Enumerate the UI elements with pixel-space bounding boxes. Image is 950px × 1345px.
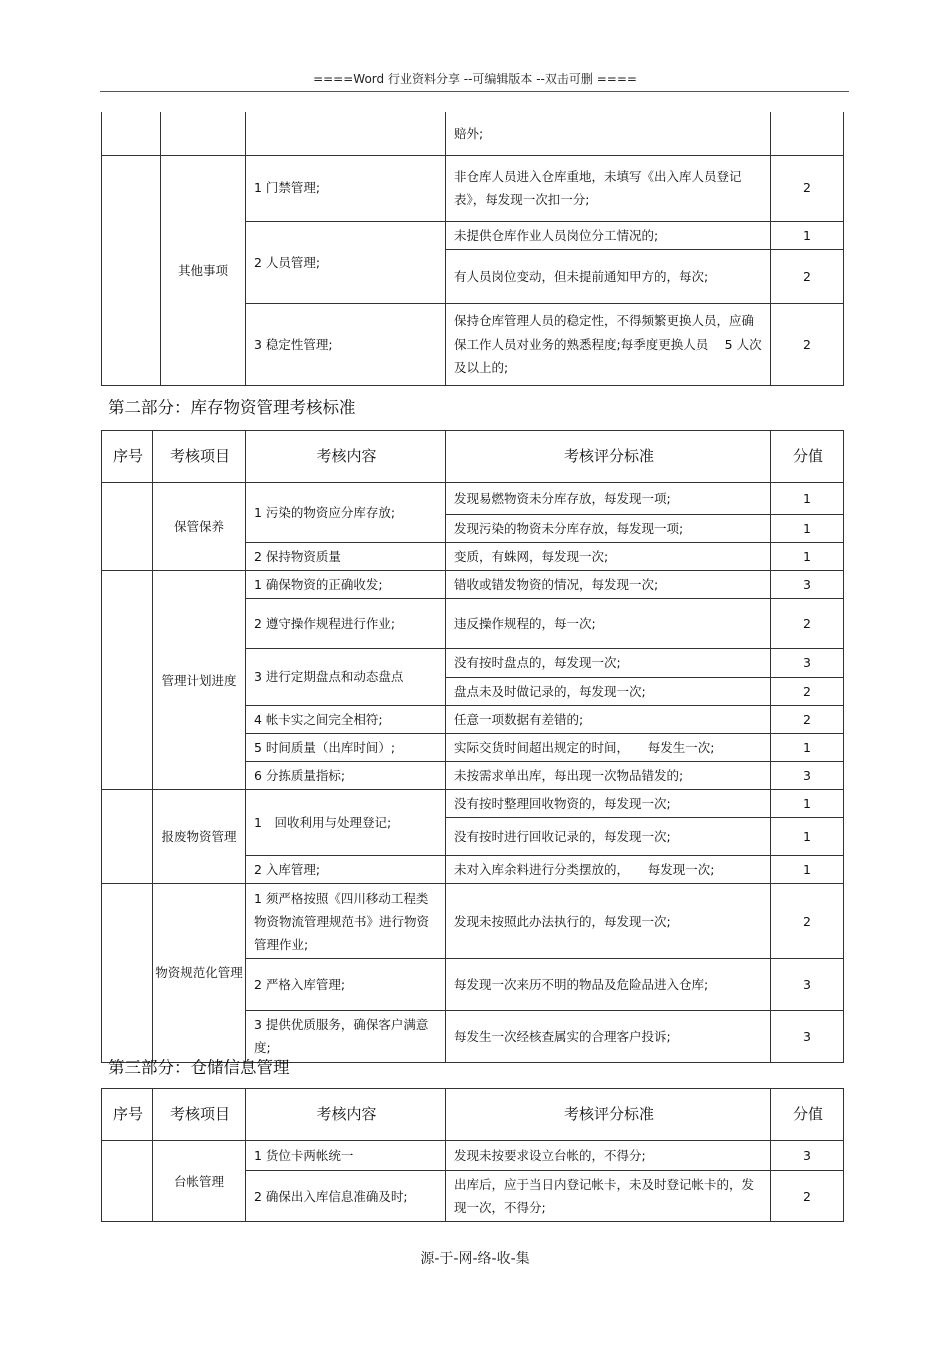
table-header-row bbox=[102, 431, 844, 483]
part3-table bbox=[101, 1088, 844, 1222]
cell-criterion: 没有按时盘点的，每发现一次; bbox=[446, 649, 771, 677]
header-score: 分值 bbox=[771, 1089, 844, 1141]
cell-no bbox=[102, 155, 161, 385]
cell-content: 2 保持物资质量 bbox=[246, 543, 446, 571]
cell-content: 6 分拣质量指标; bbox=[246, 761, 446, 789]
category-label: 其他事项 bbox=[161, 155, 246, 385]
cell-content: 1 门禁管理; bbox=[246, 155, 446, 221]
cell-content: 3 稳定性管理; bbox=[246, 303, 446, 385]
header-content: 考核内容 bbox=[246, 1089, 446, 1141]
part1-table bbox=[101, 112, 844, 386]
category-label: 管理计划进度 bbox=[153, 571, 246, 790]
cell-content: 1 污染的物资应分库存放; bbox=[246, 483, 446, 543]
table-header-row bbox=[102, 1089, 844, 1141]
cell-criterion: 任意一项数据有差错的; bbox=[446, 705, 771, 733]
cell-score: 1 bbox=[771, 543, 844, 571]
category-label: 物资规范化管理 bbox=[153, 884, 246, 1062]
cell-content: 1 须严格按照《四川移动工程类物资物流管理规范书》进行物资管理作业; bbox=[246, 884, 446, 959]
cell-criterion: 盘点未及时做记录的，每发现一次; bbox=[446, 677, 771, 705]
page-header: ====Word 行业资料分享 --可编辑版本 --双击可删 ==== bbox=[313, 72, 637, 86]
category-label: 保管保养 bbox=[153, 483, 246, 571]
cell-score: 3 bbox=[771, 1141, 844, 1171]
cell-no bbox=[102, 571, 153, 790]
cell-criterion: 未对入库余料进行分类摆放的， 每发现一次; bbox=[446, 856, 771, 884]
table-row bbox=[102, 1141, 844, 1171]
cell-score: 2 bbox=[771, 705, 844, 733]
cell-content: 1 回收利用与处理登记; bbox=[246, 790, 446, 856]
cell-score: 2 bbox=[771, 303, 844, 385]
header-rule bbox=[100, 91, 849, 92]
cell-score: 3 bbox=[771, 761, 844, 789]
cell-score: 2 bbox=[771, 677, 844, 705]
cell-criterion: 错收或错发物资的情况，每发现一次; bbox=[446, 571, 771, 599]
table-row bbox=[102, 155, 844, 221]
category-label: 台帐管理 bbox=[153, 1141, 246, 1222]
cell-score: 2 bbox=[771, 249, 844, 303]
cell-criterion: 赔外; bbox=[446, 112, 771, 155]
part2-table bbox=[101, 430, 844, 1063]
table-row bbox=[102, 790, 844, 818]
cell-no bbox=[102, 1141, 153, 1222]
cell-criterion: 非仓库人员进入仓库重地，未填写《出入库人员登记表》，每发现一次扣一分; bbox=[446, 155, 771, 221]
table-row bbox=[102, 483, 844, 515]
cell-criterion: 没有按时进行回收记录的，每发现一次; bbox=[446, 818, 771, 856]
cell-no bbox=[102, 483, 153, 571]
cell-score: 1 bbox=[771, 221, 844, 249]
header-no: 序号 bbox=[102, 1089, 153, 1141]
category-label: 报废物资管理 bbox=[153, 790, 246, 884]
cell-content: 2 严格入库管理; bbox=[246, 959, 446, 1011]
cell-score bbox=[771, 112, 844, 155]
header-criterion: 考核评分标准 bbox=[446, 431, 771, 483]
header-score: 分值 bbox=[771, 431, 844, 483]
cell-score: 3 bbox=[771, 649, 844, 677]
cell-criterion: 发现易燃物资未分库存放，每发现一项; bbox=[446, 483, 771, 515]
cell-no bbox=[102, 884, 153, 1062]
cell-content: 3 进行定期盘点和动态盘点 bbox=[246, 649, 446, 705]
cell-content: 2 确保出入库信息准确及时; bbox=[246, 1171, 446, 1222]
cell-criterion: 未按需求单出库，每出现一次物品错发的; bbox=[446, 761, 771, 789]
header-content: 考核内容 bbox=[246, 431, 446, 483]
table-row bbox=[102, 112, 844, 155]
cell-content: 1 货位卡两帐统一 bbox=[246, 1141, 446, 1171]
cell-content: 3 提供优质服务，确保客户满意度; bbox=[246, 1011, 446, 1062]
cell-score: 1 bbox=[771, 483, 844, 515]
cell-no bbox=[102, 112, 161, 155]
cell-criterion: 未提供仓库作业人员岗位分工情况的; bbox=[446, 221, 771, 249]
page-footer: 源-于-网-络-收-集 bbox=[420, 1251, 530, 1267]
cell-criterion: 每发生一次经核查属实的合理客户投诉; bbox=[446, 1011, 771, 1062]
cell-score: 1 bbox=[771, 818, 844, 856]
section-title-part3: 第三部分：仓储信息管理 bbox=[108, 1058, 290, 1077]
cell-score: 2 bbox=[771, 599, 844, 649]
cell-no bbox=[102, 790, 153, 884]
cell-criterion: 有人员岗位变动，但未提前通知甲方的，每次; bbox=[446, 249, 771, 303]
cell-score: 1 bbox=[771, 856, 844, 884]
header-category: 考核项目 bbox=[153, 431, 246, 483]
cell-content: 5 时间质量（出库时间）; bbox=[246, 733, 446, 761]
cell-criterion: 变质，有蛛网，每发现一次; bbox=[446, 543, 771, 571]
header-no: 序号 bbox=[102, 431, 153, 483]
cell-criterion: 没有按时整理回收物资的，每发现一次; bbox=[446, 790, 771, 818]
cell-score: 3 bbox=[771, 1011, 844, 1062]
cell-score: 2 bbox=[771, 884, 844, 959]
cell-content: 2 入库管理; bbox=[246, 856, 446, 884]
cell-criterion: 保持仓库管理人员的稳定性，不得频繁更换人员，应确保工作人员对业务的熟悉程度;每季度更换人员 5 人次及以上的; bbox=[446, 303, 771, 385]
cell-score: 1 bbox=[771, 790, 844, 818]
cell-score: 1 bbox=[771, 515, 844, 543]
cell-category bbox=[161, 112, 246, 155]
cell-criterion: 发现未按照此办法执行的，每发现一次; bbox=[446, 884, 771, 959]
cell-criterion: 违反操作规程的，每一次; bbox=[446, 599, 771, 649]
cell-criterion: 发现污染的物资未分库存放，每发现一项; bbox=[446, 515, 771, 543]
section-title-part2: 第二部分：库存物资管理考核标准 bbox=[108, 398, 356, 417]
cell-criterion: 出库后，应于当日内登记帐卡，未及时登记帐卡的，发现一次，不得分; bbox=[446, 1171, 771, 1222]
cell-criterion: 每发现一次来历不明的物品及危险品进入仓库; bbox=[446, 959, 771, 1011]
cell-content bbox=[246, 112, 446, 155]
header-category: 考核项目 bbox=[153, 1089, 246, 1141]
cell-content: 1 确保物资的正确收发; bbox=[246, 571, 446, 599]
cell-content: 2 人员管理; bbox=[246, 221, 446, 303]
header-criterion: 考核评分标准 bbox=[446, 1089, 771, 1141]
cell-score: 3 bbox=[771, 571, 844, 599]
cell-content: 2 遵守操作规程进行作业; bbox=[246, 599, 446, 649]
cell-score: 1 bbox=[771, 733, 844, 761]
table-row bbox=[102, 571, 844, 599]
cell-score: 2 bbox=[771, 1171, 844, 1222]
cell-criterion: 实际交货时间超出规定的时间， 每发生一次; bbox=[446, 733, 771, 761]
cell-content: 4 帐卡实之间完全相符; bbox=[246, 705, 446, 733]
cell-criterion: 发现未按要求设立台帐的，不得分; bbox=[446, 1141, 771, 1171]
table-row bbox=[102, 884, 844, 959]
cell-score: 2 bbox=[771, 155, 844, 221]
cell-score: 3 bbox=[771, 959, 844, 1011]
